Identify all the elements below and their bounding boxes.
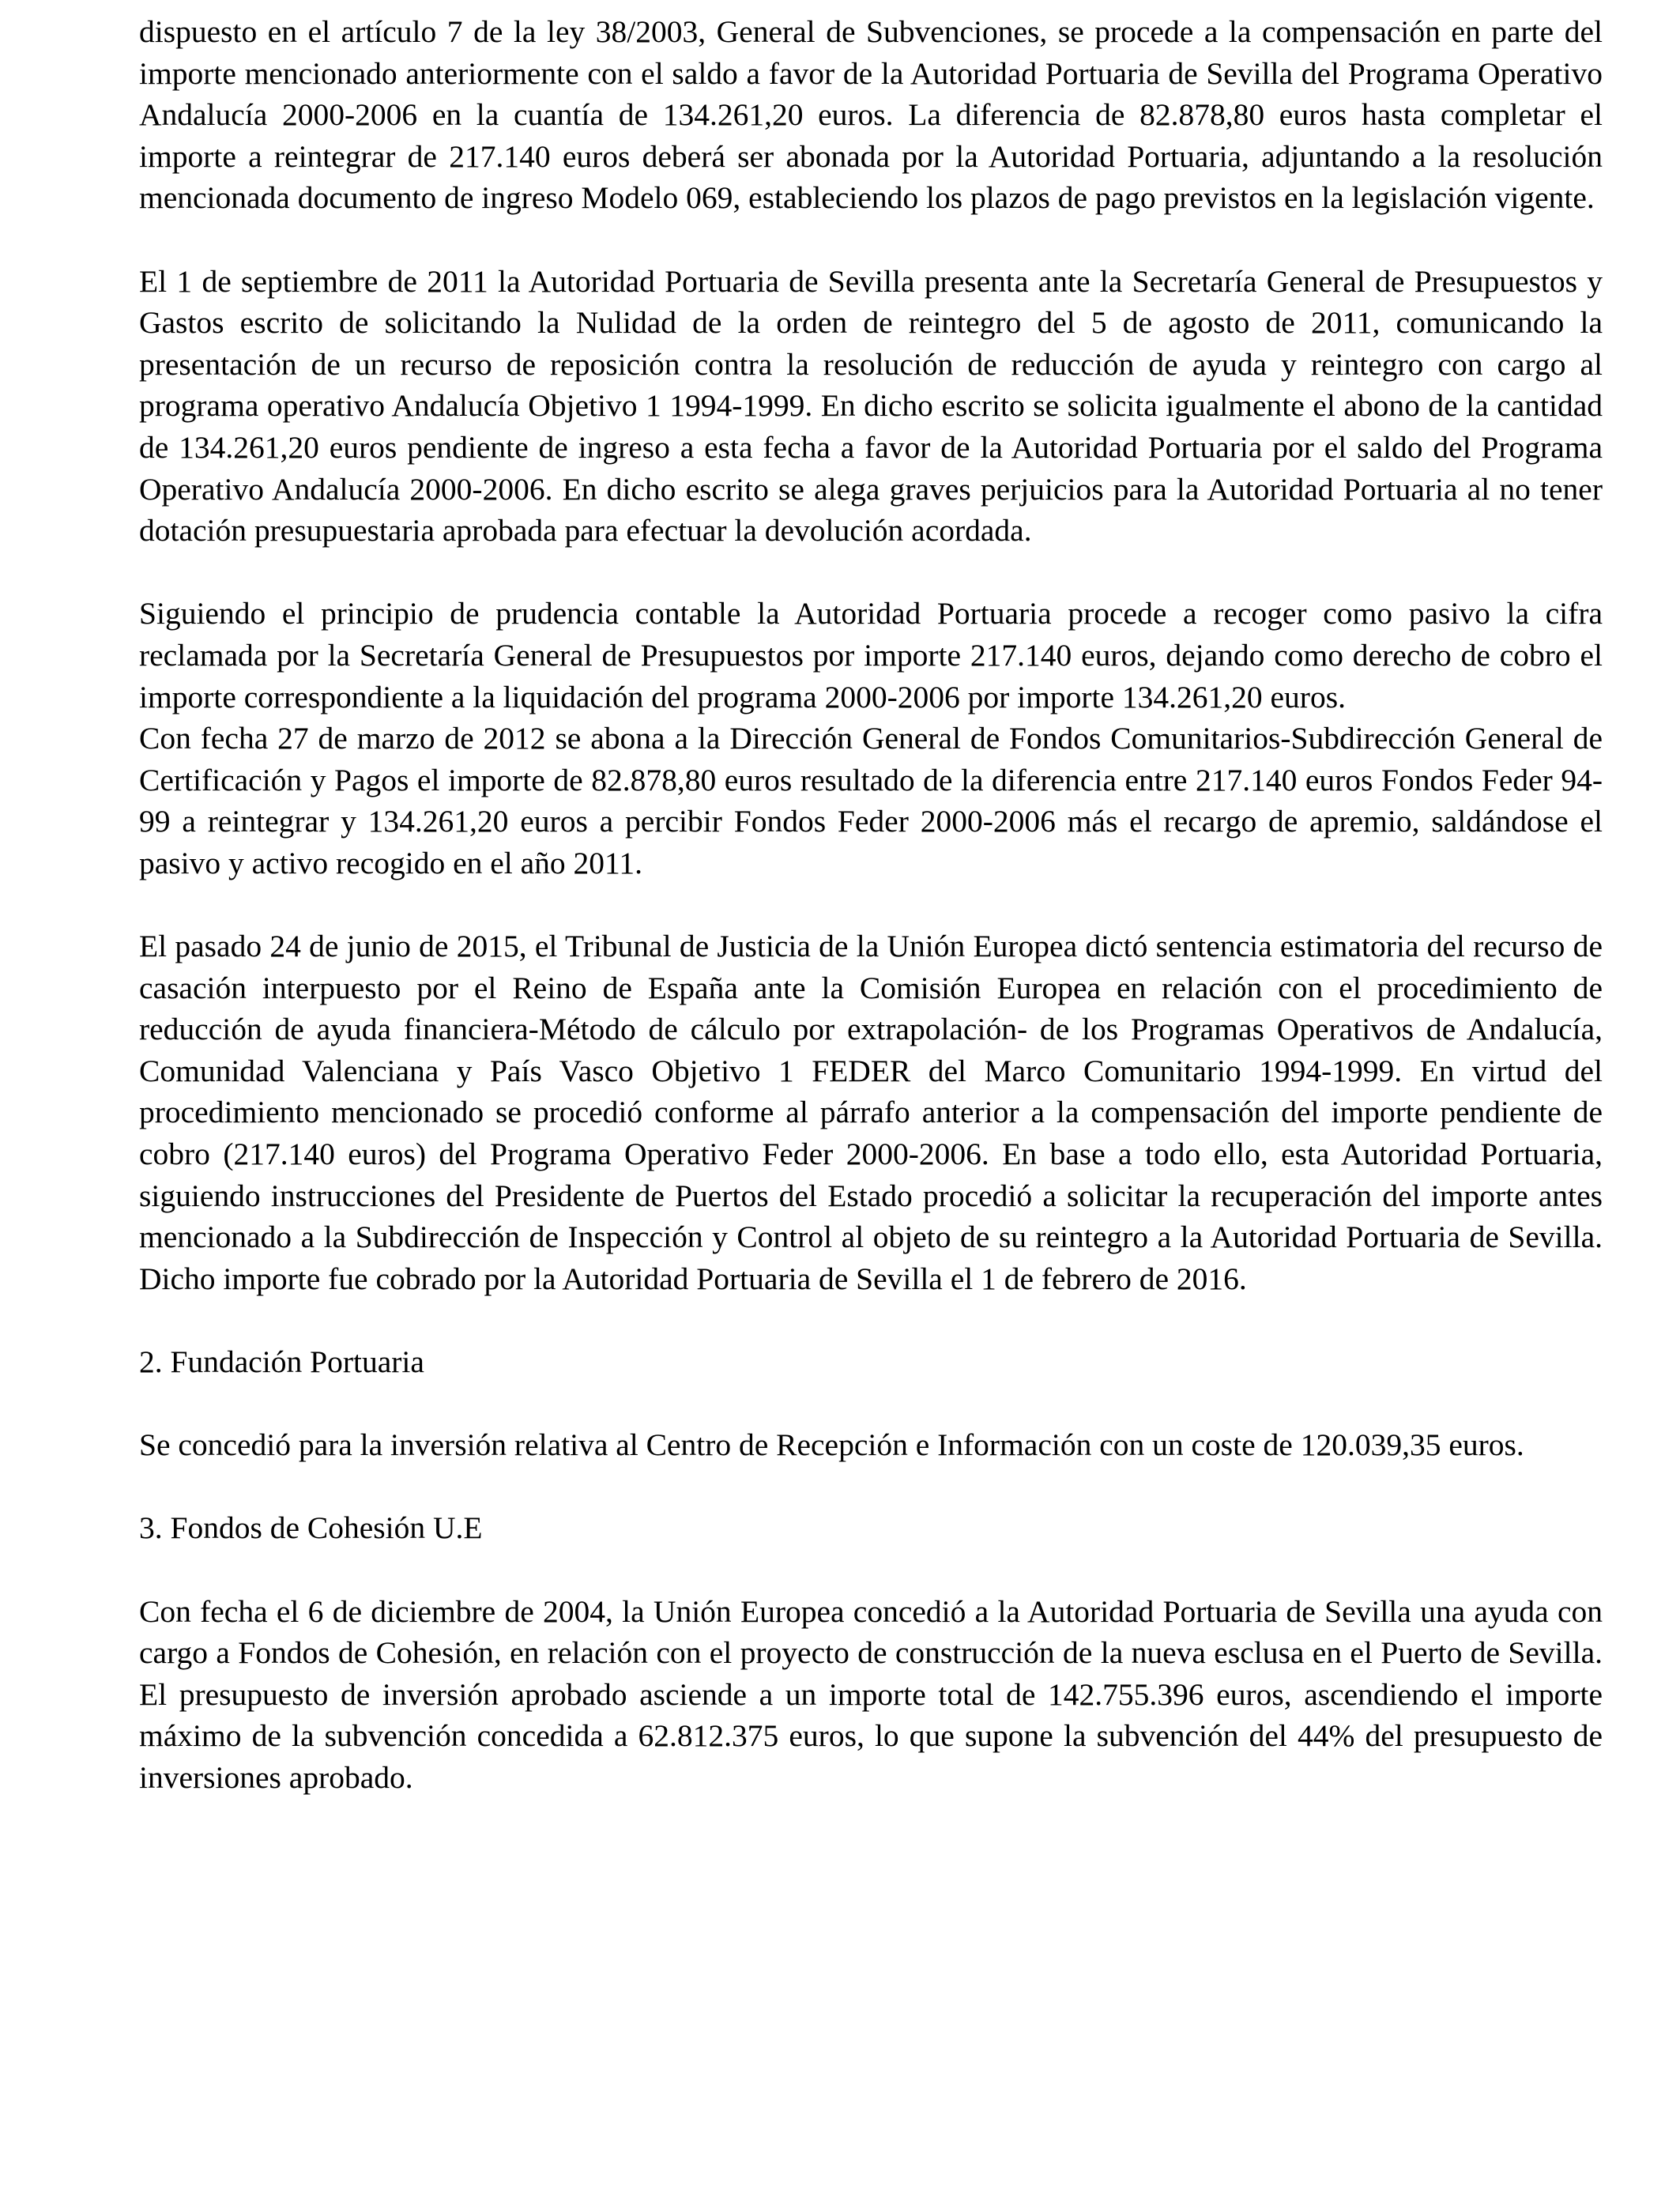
paragraph-prudencia-contable: Siguiendo el principio de prudencia contable la Autoridad Portuaria procede a recoger como pasivo la cifra reclamada por la Secretaría General de Presupuestos por importe 217.140 euros, dejando como derecho de cobro el importe correspondiente a la liquidación del programa 2000-2006 por importe 134.261,20 euros.	[139, 596, 1603, 714]
paragraph-abono-2012: Con fecha 27 de marzo de 2012 se abona a la Dirección General de Fondos Comunitarios-Subdirección General de Certificación y Pagos el importe de 82.878,80 euros resultado de la diferencia entre 217.140 euros Fondos Feder 94-99 a reintegrar y 134.261,20 euros a percibir Fondos Feder 2000-2006 más el recargo de apremio, saldándose el pasivo y activo recogido en el año 2011.	[139, 721, 1603, 880]
section-heading-fundacion-portuaria: 2. Fundación Portuaria	[139, 1344, 424, 1379]
paragraph-fondos-cohesion: Con fecha el 6 de diciembre de 2004, la Unión Europea concedió a la Autoridad Portuaria de Sevilla una ayuda con cargo a Fondos de Cohesión, en relación con el proyecto de construcción de la nueva esclusa en el Puerto de Sevilla. El presupuesto de inversión aprobado asciende a un importe total de 142.755.396 euros, ascendiendo el importe máximo de la subvención concedida a 62.812.375 euros, lo que supone la subvención del 44% del presupuesto de inversiones aprobado.	[139, 1593, 1603, 1795]
paragraph-fundacion-inversion: Se concedió para la inversión relativa al Centro de Recepción e Información con un coste de 120.039,35 euros.	[139, 1427, 1524, 1463]
paragraph-nulidad-solicitud: El 1 de septiembre de 2011 la Autoridad Portuaria de Sevilla presenta ante la Secretaría General de Presupuestos y Gastos escrito de solicitando la Nulidad de la orden de reintegro del 5 de agosto de 2011, comunicando la presentación de un recurso de reposición contra la resolución de reducción de ayuda y reintegro con cargo al programa operativo Andalucía Objetivo 1 1994-1999. En dicho escrito se solicita igualmente el abono de la cantidad de 134.261,20 euros pendiente de ingreso a esta fecha a favor de la Autoridad Portuaria por el saldo del Programa Operativo Andalucía 2000-2006. En dicho escrito se alega graves perjuicios para la Autoridad Portuaria al no tener dotación presupuestaria aprobada para efectuar la devolución acordada.	[139, 263, 1603, 548]
paragraph-compensacion: dispuesto en el artículo 7 de la ley 38/2003, General de Subvenciones, se procede a la compensación en parte del importe mencionado anteriormente con el saldo a favor de la Autoridad Portuaria de Sevilla del Programa Operativo Andalucía 2000-2006 en la cuantía de 134.261,20 euros. La diferencia de 82.878,80 euros hasta completar el importe a reintegrar de 217.140 euros deberá ser abonada por la Autoridad Portuaria, adjuntando a la resolución mencionada documento de ingreso Modelo 069, estableciendo los plazos de pago previstos en la legislación vigente.	[139, 14, 1603, 216]
section-heading-fondos-cohesion: 3. Fondos de Cohesión U.E	[139, 1510, 483, 1546]
document-page	[139, 11, 1603, 1840]
paragraph-sentencia-tribunal: El pasado 24 de junio de 2015, el Tribunal de Justicia de la Unión Europea dictó sentencia estimatoria del recurso de casación interpuesto por el Reino de España ante la Comisión Europea en relación con el procedimiento de reducción de ayuda financiera-Método de cálculo por extrapolación- de los Programas Operativos de Andalucía, Comunidad Valenciana y País Vasco Objetivo 1 FEDER del Marco Comunitario 1994-1999. En virtud del procedimiento mencionado se procedió conforme al párrafo anterior a la compensación del importe pendiente de cobro (217.140 euros) del Programa Operativo Feder 2000-2006. En base a todo ello, esta Autoridad Portuaria, siguiendo instrucciones del Presidente de Puertos del Estado procedió a solicitar la recuperación del importe antes mencionado a la Subdirección de Inspección y Control al objeto de su reintegro a la Autoridad Portuaria de Sevilla. Dicho importe fue cobrado por la Autoridad Portuaria de Sevilla el 1 de febrero de 2016.	[139, 929, 1603, 1296]
